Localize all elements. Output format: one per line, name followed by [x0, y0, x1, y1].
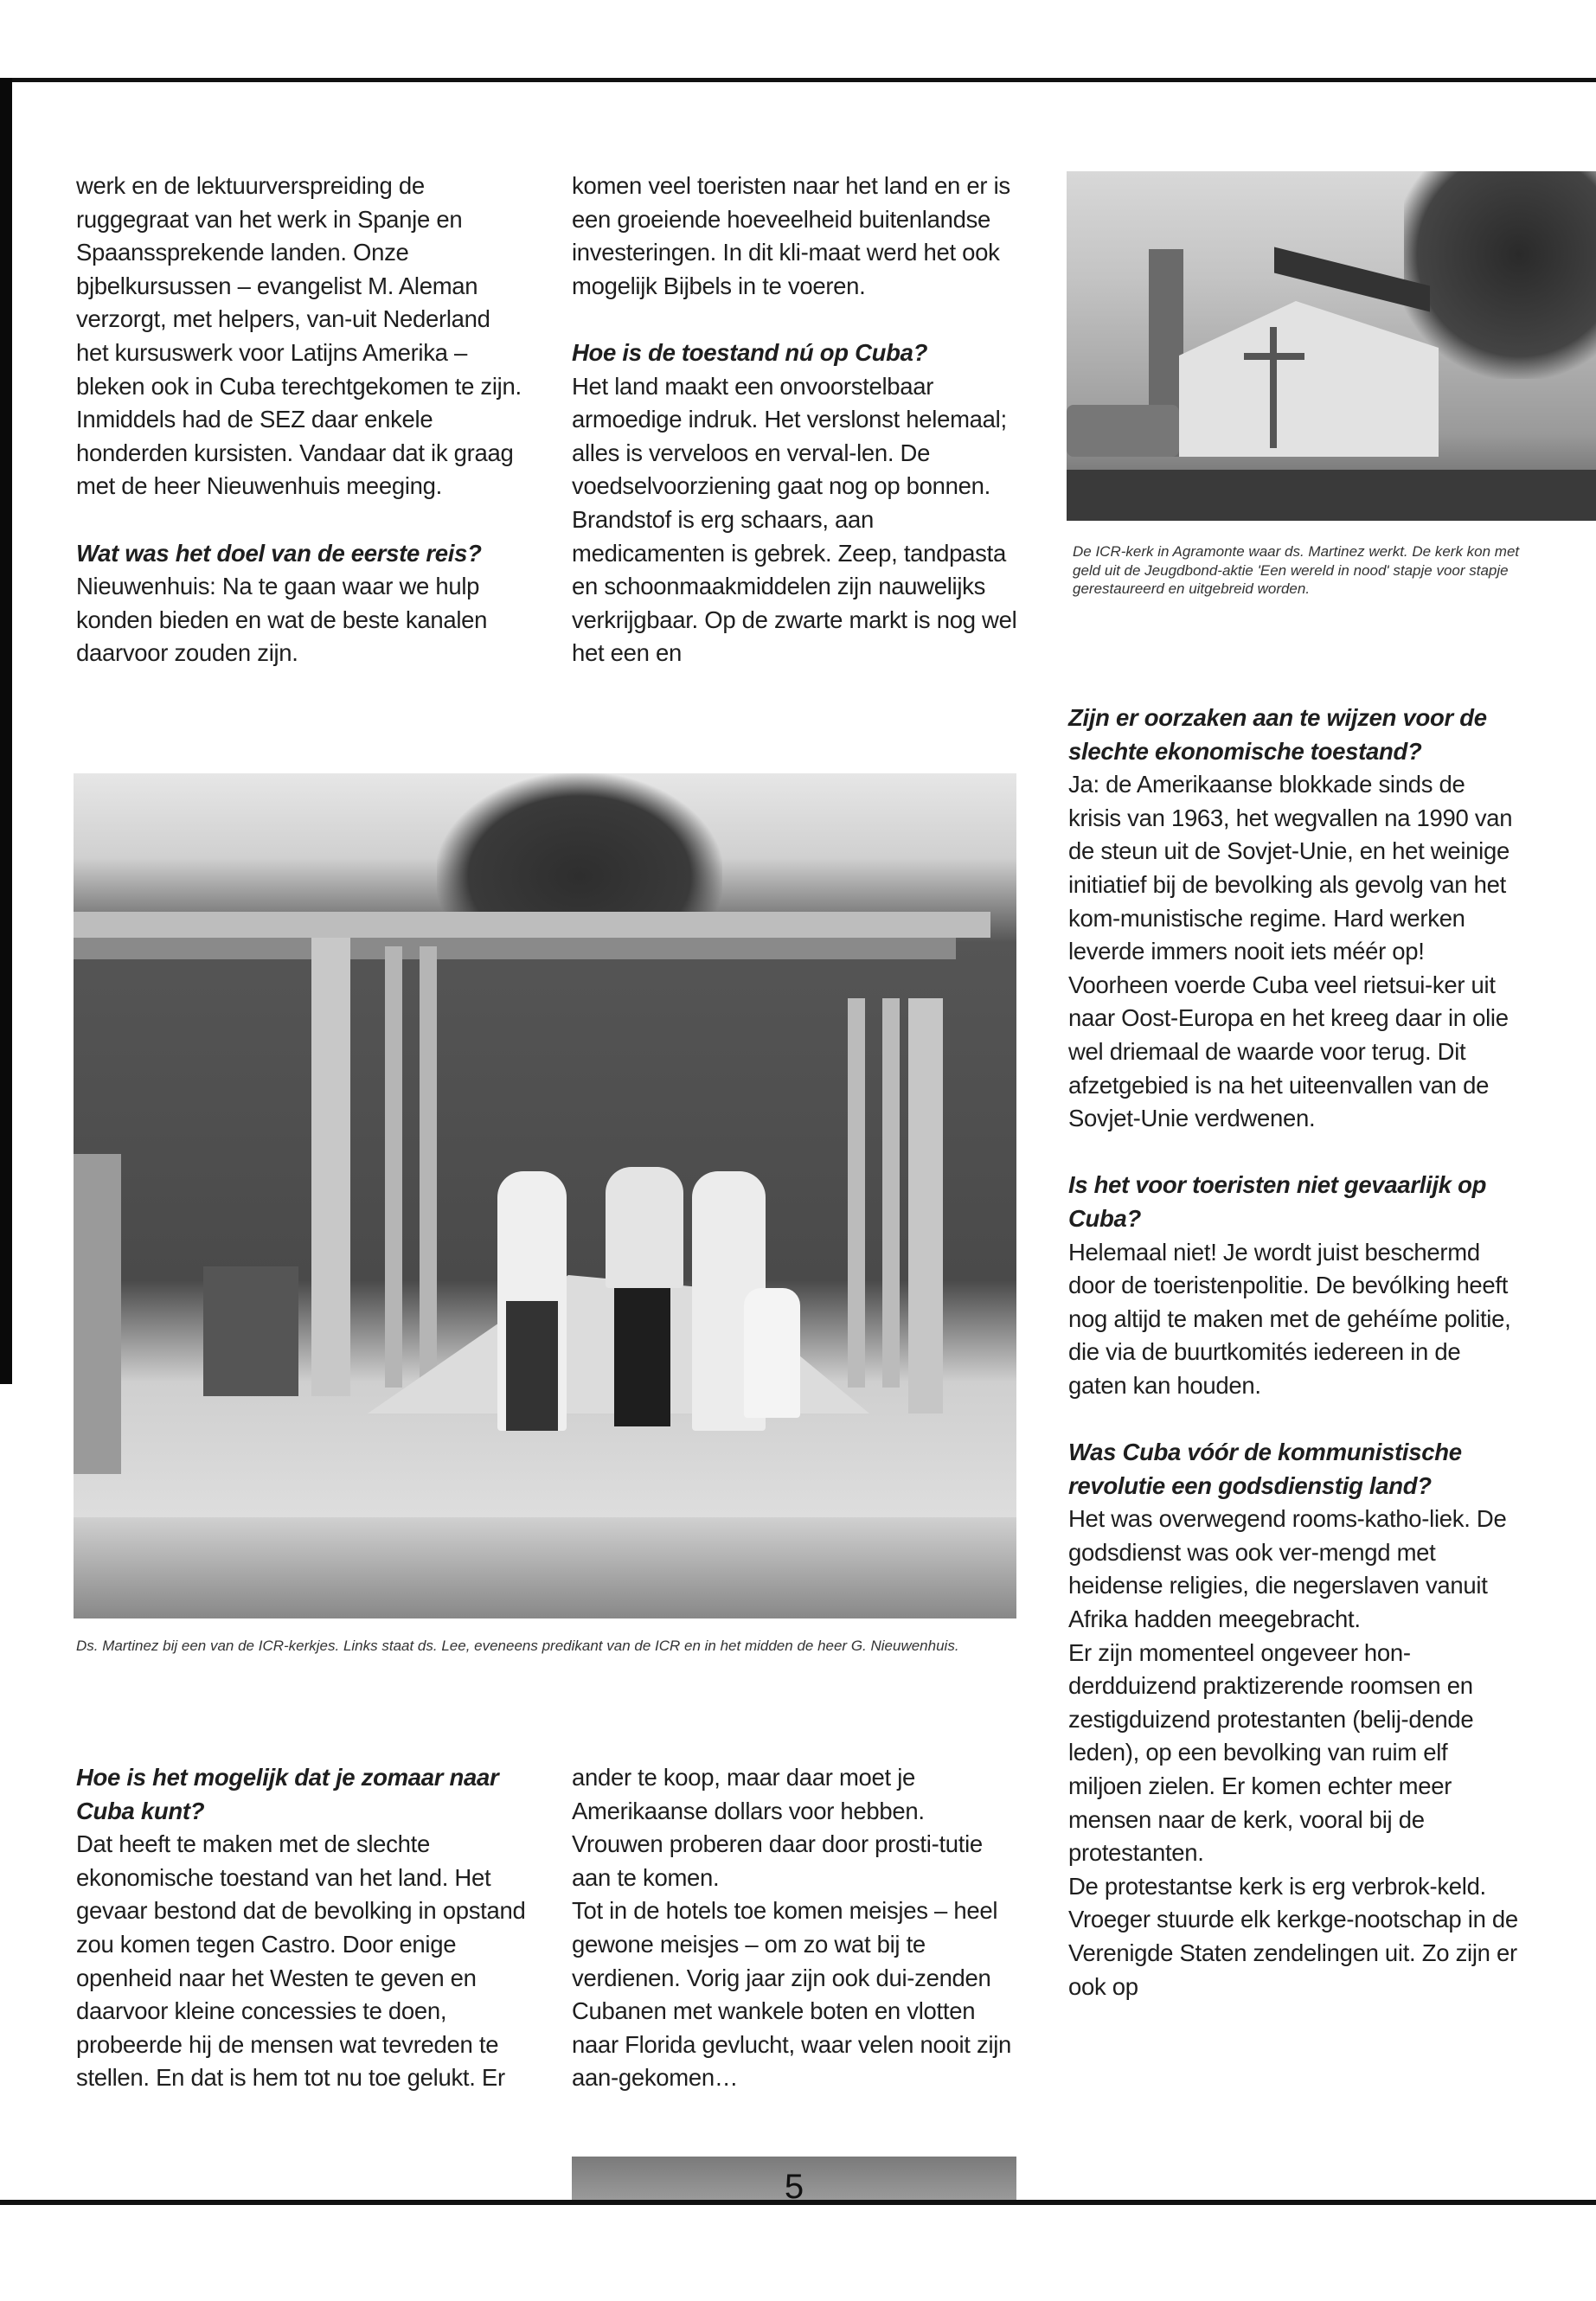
paragraph: De protestantse kerk is erg verbrok-keld. Vroeger stuurde elk kerkge-nootschap in de Verenigde Staten zendelingen uit. Zo zijn er ook op [1068, 1872, 1518, 2000]
question-heading: Zijn er oorzaken aan te wijzen voor de slechte ekonomische toestand? [1068, 704, 1487, 765]
church-photo-caption: De ICR-kerk in Agramonte waar ds. Martinez werkt. De kerk kon met geld uit de Jeugdbond-aktie 'Een wereld in nood' stapje voor stapje gerestaureerd en uitgebreid worden. [1073, 543, 1520, 597]
paragraph: komen veel toeristen naar het land en er is een groeiende hoeveelheid buitenlandse investeringen. In dit kli-maat werd het ook mogelijk Bijbels in te voeren. [572, 172, 1010, 299]
paragraph: ander te koop, maar daar moet je Amerikaanse dollars voor hebben. Vrouwen proberen daar door prosti-tutie aan te komen. [572, 1764, 983, 1891]
article-column-1-top [76, 170, 526, 670]
article-column-3 [1068, 702, 1522, 2003]
bottom-border [0, 2200, 1596, 2205]
paragraph: Helemaal niet! Je wordt juist beschermd door de toeristenpolitie. De bevólking heeft nog altijd te maken met de gehéíme politie, die via de buurtkomités iedereen in de gaten kan houden. [1068, 1238, 1511, 1399]
page-number: 5 [572, 2157, 1016, 2200]
paragraph: Er zijn momenteel ongeveer hon-derdduizend praktizerende roomsen en zestigduizend protestanten (belij-dende leden), op een bevolking van ruim elf miljoen zielen. Er komen echter meer mensen naar de kerk, vooral bij de protestanten. [1068, 1638, 1474, 1867]
question-heading: Hoe is de toestand nú op Cuba? [572, 338, 928, 366]
top-border [0, 78, 1596, 82]
paragraph: Dat heeft te maken met de slechte ekonomische toestand van het land. Het gevaar bestond dat de bevolking in opstand zou komen tegen Castro. Door enige openheid naar het Westen te geven en daarvoor kleine concessies te doen, probeerde hij de mensen wat tevreden te stellen. En dat is hem tot nu toe gelukt. Er [76, 1830, 526, 2092]
question-heading: Is het voor toeristen niet gevaarlijk op Cuba? [1068, 1171, 1487, 1232]
main-photo-caption: Ds. Martinez bij een van de ICR-kerkjes. Links staat ds. Lee, eveneens predikant van de ICR en in het midden de heer G. Nieuwenhuis. [76, 1638, 959, 1654]
question-heading: Wat was het doel van de eerste reis? [76, 539, 482, 567]
article-column-1-bottom [76, 1761, 526, 2095]
article-column-2-top [572, 170, 1022, 670]
paragraph: werk en de lektuurverspreiding de ruggegraat van het werk in Spanje en Spaanssprekende landen. Onze bjbelkursussen – evangelist M. Aleman verzorgt, met helpers, van-uit Nederland het kursuswerk voor Latijns Amerika – bleken ook in Cuba terechtgekomen te zijn. Inmiddels had de SEZ daar enkele honderden kursisten. Vandaar dat ik graag met de heer Nieuwenhuis meeging. [76, 172, 522, 500]
paragraph: Het land maakt een onvoorstelbaar armoedige indruk. Het verslonst helemaal; alles is verveloos en verval-len. De voedselvoorziening gaat nog op bonnen. Brandstof is erg schaars, aan medicamenten is gebrek. Zeep, tandpasta en schoonmaakmiddelen zijn nauwelijks verkrijgbaar. Op de zwarte markt is nog wel het een en [572, 372, 1017, 667]
paragraph: Nieuwenhuis: Na te gaan waar we hulp konden bieden en wat de beste kanalen daarvoor zouden zijn. [76, 573, 488, 667]
paragraph: Ja: de Amerikaanse blokkade sinds de krisis van 1963, het wegvallen na 1990 van de steun uit de Sovjet-Unie, en het weinige initiatief bij de bevolking als gevolg van het kom-munistische regime. Hard werken leverde immers nooit iets méér op! Voorheen voerde Cuba veel rietsui-ker uit naar Oost-Europa en het kreeg daar in olie wel driemaal de waarde voor terug. Dit afzetgebied is na het uiteenvallen van de Sovjet-Unie verdwenen. [1068, 771, 1513, 1132]
paragraph: Het was overwegend rooms-katho-liek. De godsdienst was ook ver-mengd met heidense religies, die negerslaven vanuit Afrika hadden meegebracht. [1068, 1505, 1507, 1633]
left-scan-edge [0, 78, 12, 1384]
question-heading: Was Cuba vóór de kommunistische revolutie een godsdienstig land? [1068, 1439, 1462, 1499]
people-in-front-of-church-photo [74, 773, 1016, 1618]
paragraph: Tot in de hotels toe komen meisjes – heel gewone meisjes – om zo wat bij te verdienen. Vorig jaar zijn ook dui-zenden Cubanen met wankele boten en vlotten naar Florida gevlucht, waar velen nooit zijn aan-gekomen… [572, 1897, 1012, 2092]
article-column-2-bottom [572, 1761, 1022, 2095]
church-photo [1067, 171, 1596, 521]
question-heading: Hoe is het mogelijk dat je zomaar naar Cuba kunt? [76, 1764, 499, 1824]
